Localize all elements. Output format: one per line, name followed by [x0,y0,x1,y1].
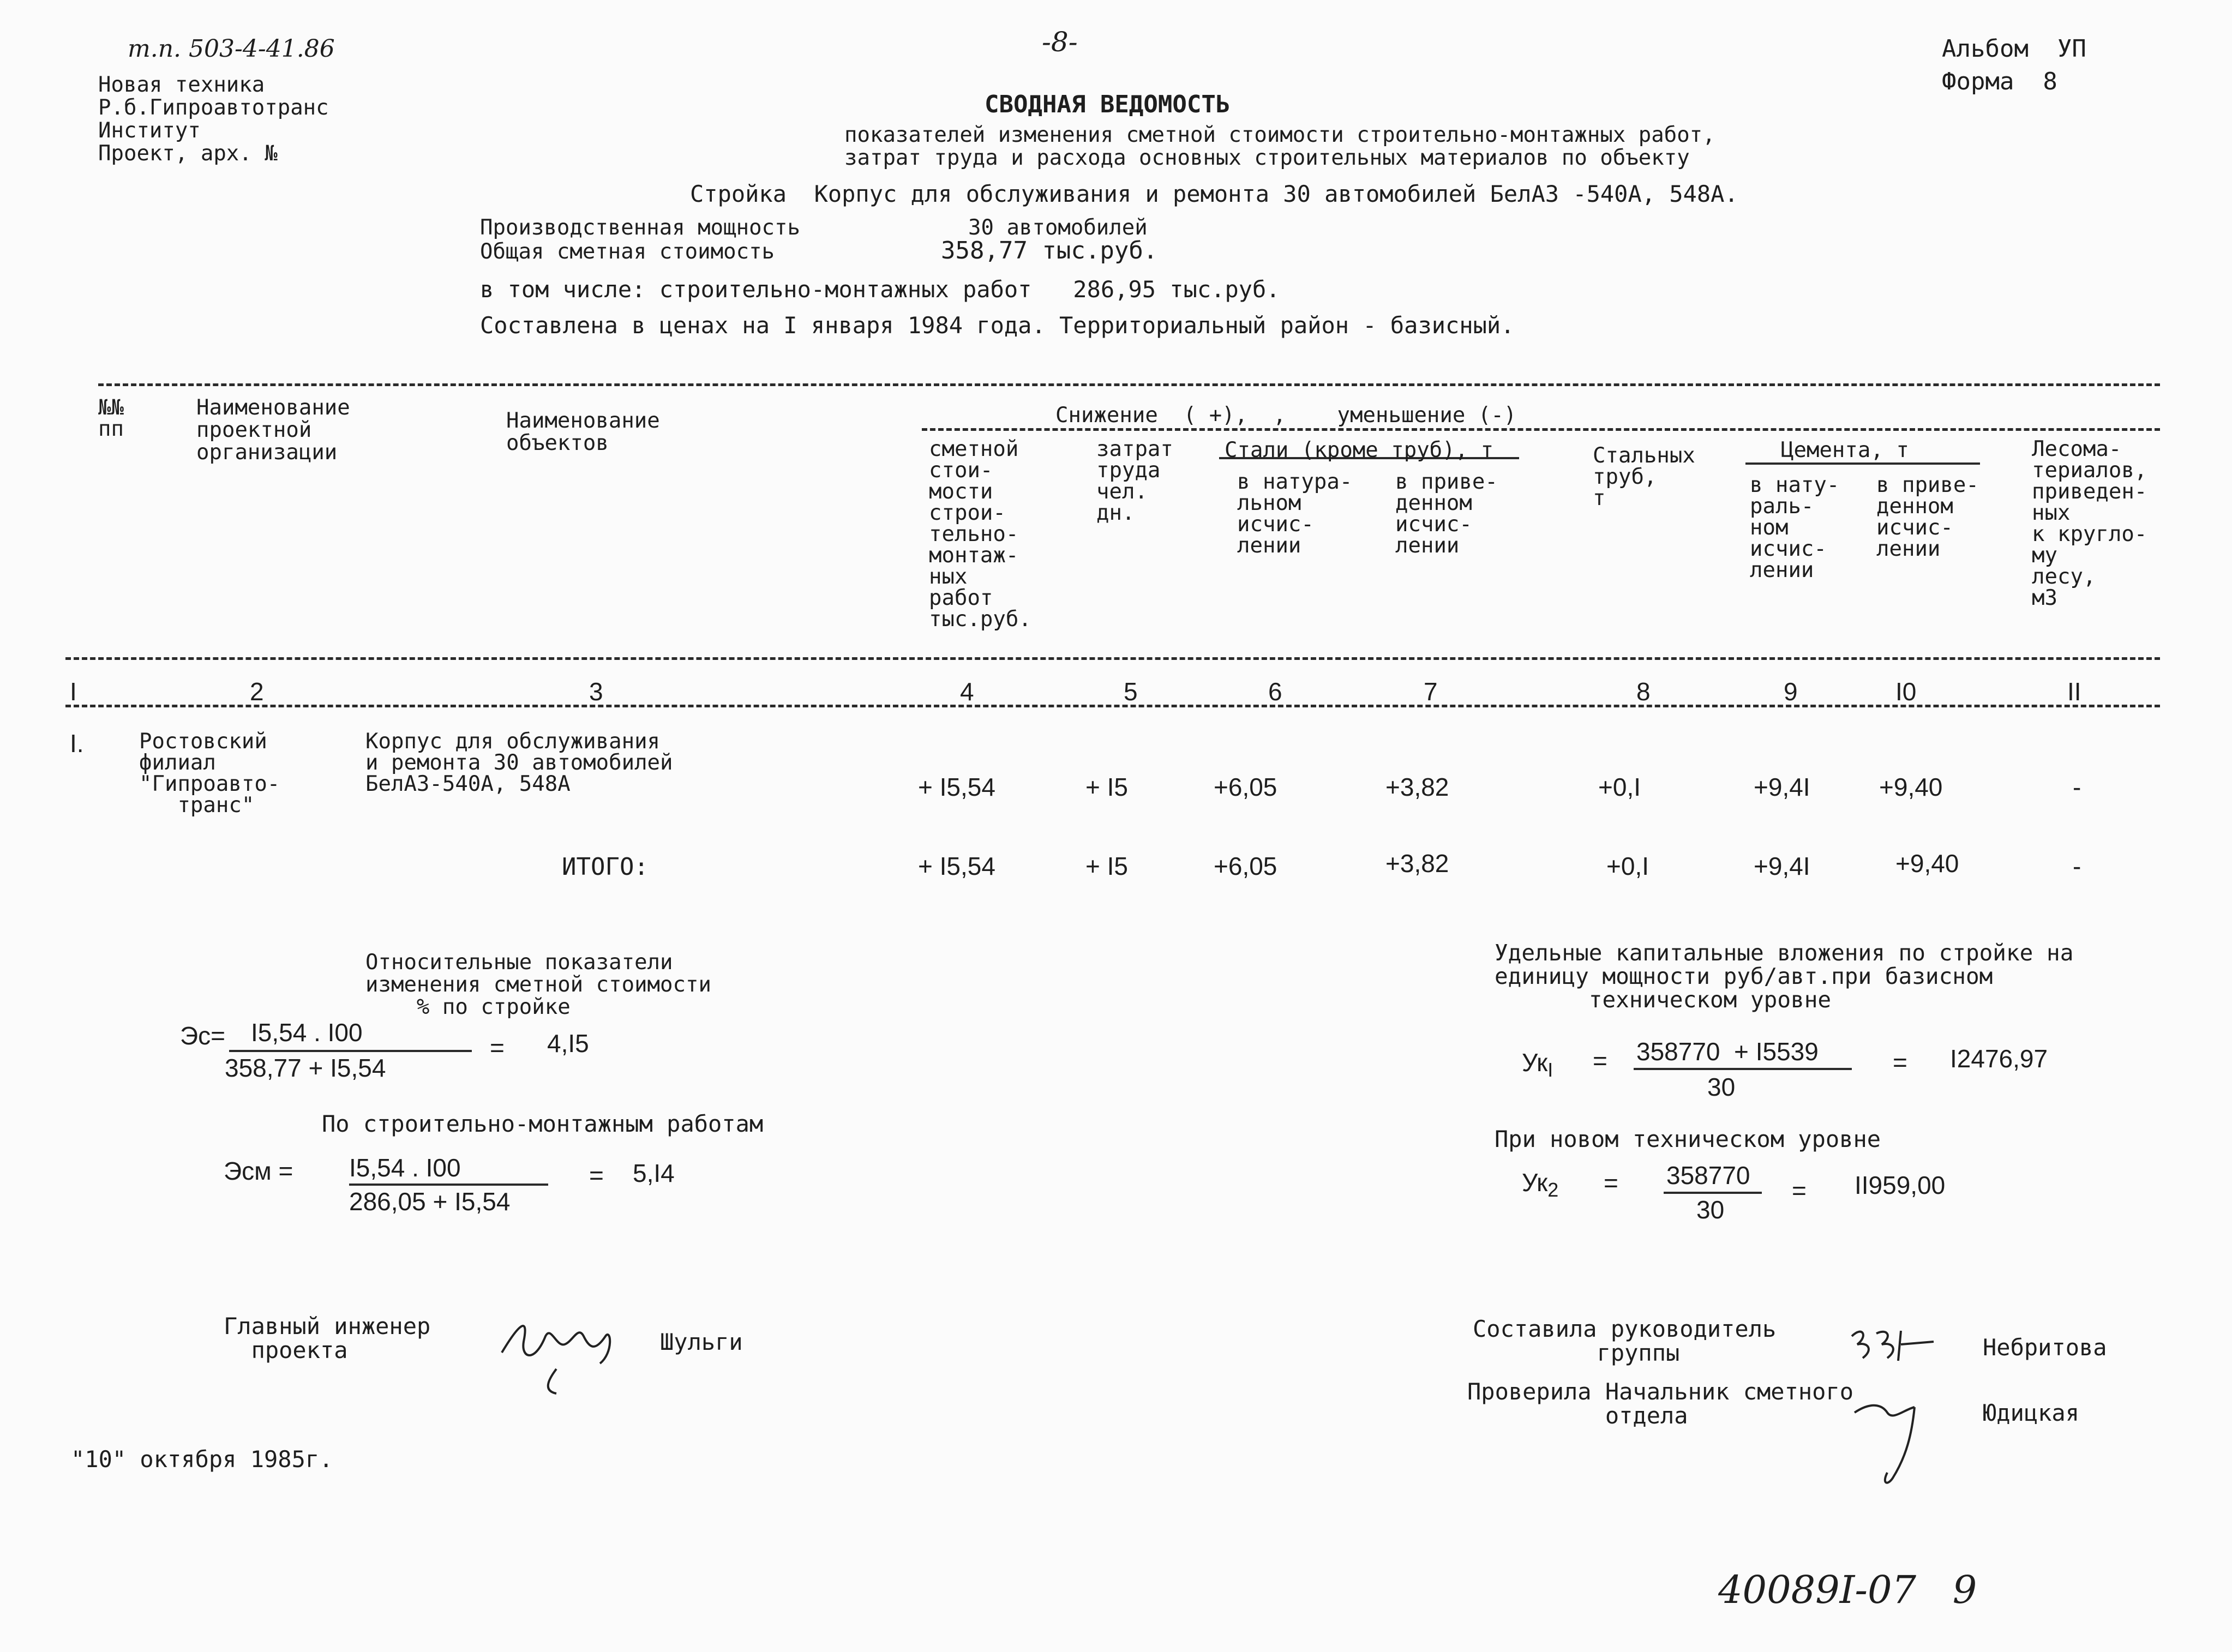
total-smr-cost: + I5,54 [918,852,995,880]
total-steel-pipes: +0,I [1606,852,1649,880]
col-number: 9 [1784,677,1798,706]
compiled-signature [1846,1320,1939,1369]
row-organization: Ростовский филиал "Гипроавто- транс" [139,729,280,818]
org-line: Проект, арх. № [98,141,278,166]
cell-labor: + I5 [1085,773,1129,801]
document-code: т.п. 503-4-41.86 [128,35,335,63]
row-number: I. [70,729,84,758]
es-result: 4,I5 [547,1029,589,1058]
col-number: I [70,677,77,706]
prices-line: Составлена в ценах на I января 1984 года. Территориальный район - базисный. [480,312,1515,339]
col-number: 4 [960,677,974,706]
esm-result: 5,I4 [633,1159,675,1187]
cell-steel-reduced: +3,82 [1385,773,1449,801]
col-header-number: №№ пп [98,395,124,441]
org-line: Р.б.Гипроавтотранс [98,95,329,120]
col-header-labor: затрат труда чел. дн. [1096,437,1173,525]
uk1-equals-2: = [1893,1048,1907,1077]
uk1-numerator: 358770 + I5539 [1636,1037,1819,1066]
col-number: 3 [589,677,603,706]
cell-cement-reduced: +9,40 [1879,773,1943,801]
es-numerator: I5,54 . I00 [251,1018,363,1047]
col-number: 6 [1268,677,1282,706]
incl-smr-line: в том числе: строительно-монтажных работ 286,95 тыс.руб. [480,276,1280,303]
uk2-denominator: 30 [1696,1196,1725,1224]
col-header-cement-reduced: в приве- денном исчис- лении [1876,473,1979,561]
uk2-equals: = [1604,1169,1618,1197]
uk2-fraction-bar [1664,1192,1762,1194]
esm-label: Эсм = [224,1157,293,1185]
es-label: Эс= [180,1022,225,1050]
uk1-result: I2476,97 [1950,1044,2048,1073]
form-label: Форма 8 [1942,68,2057,95]
uk2-letters: Ук [1522,1168,1548,1197]
es-denominator: 358,77 + I5,54 [225,1054,386,1082]
total-steel-natural: +6,05 [1214,852,1277,880]
cell-steel-pipes: +0,I [1598,773,1641,801]
document-title: СВОДНАЯ ВЕДОМОСТЬ [985,91,1231,118]
signing-date: "10" октября 1985г. [71,1446,333,1473]
album-label: Альбом УП [1942,35,2086,63]
esm-numerator: I5,54 . I00 [349,1154,461,1182]
total-labor: + I5 [1085,852,1129,880]
chief-engineer-title: Главный инженер проекта [224,1313,431,1364]
uk2-result: II959,00 [1855,1171,1946,1199]
total-label: ИТОГО: [562,853,649,881]
col-number: II [2067,677,2081,706]
capacity-value: 30 автомобилей [968,215,1148,240]
col-number: 2 [250,677,264,706]
es-fraction-bar [229,1050,472,1052]
esm-denominator: 286,05 + I5,54 [349,1187,511,1216]
uk1-denominator: 30 [1707,1073,1736,1101]
total-cost-value: 358,77 тыс.руб. [941,237,1158,265]
total-cement-reduced: +9,40 [1895,849,1959,878]
uk1-label [1522,1050,1553,1080]
total-cement-natural: +9,4I [1754,852,1810,880]
org-line: Институт [98,118,201,143]
specific-heading: Удельные капитальные вложения по стройке на единицу мощности руб/авт.при базисном техническом уровне [1495,940,2074,1013]
uk1-subscript: I [1547,1059,1553,1082]
chief-signature [496,1303,627,1402]
new-level-heading: При новом техническом уровне [1495,1126,1881,1152]
compiled-by-name: Небритова [1983,1334,2107,1361]
steel-group-header: Стали (кроме труб), т [1225,438,1494,462]
checked-by-title: Проверила Начальник сметного отдела [1467,1378,1854,1429]
uk2-equals-2: = [1792,1176,1807,1205]
archive-stamp-number: 40089I-07 9 [1718,1567,1977,1612]
total-timber: - [2073,852,2081,880]
total-cost-label: Общая сметная стоимость [480,239,775,264]
uk2-label [1522,1170,1558,1200]
col-header-organization: Наименование проектной организации [196,395,350,465]
page-number: -8- [1042,26,1078,58]
col-header-cement-natural: в нату- раль- ном исчис- лении [1750,473,1840,582]
esm-equals: = [589,1161,604,1190]
table-top-rule [98,383,2160,386]
cell-cement-natural: +9,4I [1754,773,1810,801]
col-header-objects: Наименование объектов [506,409,660,455]
document-subtitle: показателей изменения сметной стоимости строительно-монтажных работ, [844,123,1715,147]
group-header-rule [922,428,2160,431]
document-subtitle: затрат труда и расхода основных строительных материалов по объекту [844,146,1690,170]
uk1-fraction-bar [1634,1068,1852,1070]
row-object: Корпус для обслуживания и ремонта 30 автомобилей БелАЗ-540А, 548А [365,729,673,796]
cement-group-header: Цемента, т [1781,438,1909,462]
relative-heading: Относительные показатели изменения сметной стоимости % по стройке [365,950,711,1019]
es-equals: = [490,1034,505,1062]
total-steel-reduced: +3,82 [1385,849,1449,878]
col-header-steel-pipes: Стальных труб, т [1593,443,1695,510]
smr-heading: По строительно-монтажным работам [322,1110,764,1137]
col-number: 5 [1124,677,1138,706]
uk1-letters: Ук [1522,1048,1548,1077]
column-number-rule [65,705,2160,707]
checked-by-name: Юдицкая [1983,1399,2080,1426]
esm-fraction-bar [349,1184,548,1186]
chief-engineer-name: Шульги [660,1329,743,1355]
col-header-steel-reduced: в приве- денном исчис- лении [1395,470,1498,558]
uk2-numerator: 358770 [1666,1161,1750,1190]
col-number: I0 [1895,677,1917,706]
cell-steel-natural: +6,05 [1214,773,1277,801]
construction-site: Стройка Корпус для обслуживания и ремонта 30 автомобилей БелАЗ -540А, 548А. [690,181,1738,207]
col-number: 7 [1424,677,1438,706]
col-header-steel-natural: в натура- льном исчис- лении [1237,470,1353,558]
col-header-timber: Лесома- териалов, приведен- ных к кругло- му лесу, м3 [2032,437,2147,610]
cell-timber: - [2073,773,2081,801]
org-line: Новая техника [98,73,265,97]
capacity-label: Производственная мощность [480,215,800,240]
uk2-subscript: 2 [1547,1179,1559,1202]
group-header: Снижение ( +), , уменьшение (-) [1055,403,1517,428]
cement-group-underline [1745,462,1980,465]
cell-smr-cost: + I5,54 [918,773,995,801]
header-bottom-rule [65,657,2160,660]
uk1-equals: = [1593,1047,1607,1075]
col-header-smr-cost: сметной стои- мости строи- тельно- монтаж- ных работ тыс.руб. [929,437,1031,632]
compiled-by-title: Составила руководитель группы [1473,1315,1777,1367]
col-number: 8 [1636,677,1651,706]
checked-signature [1849,1391,1931,1500]
